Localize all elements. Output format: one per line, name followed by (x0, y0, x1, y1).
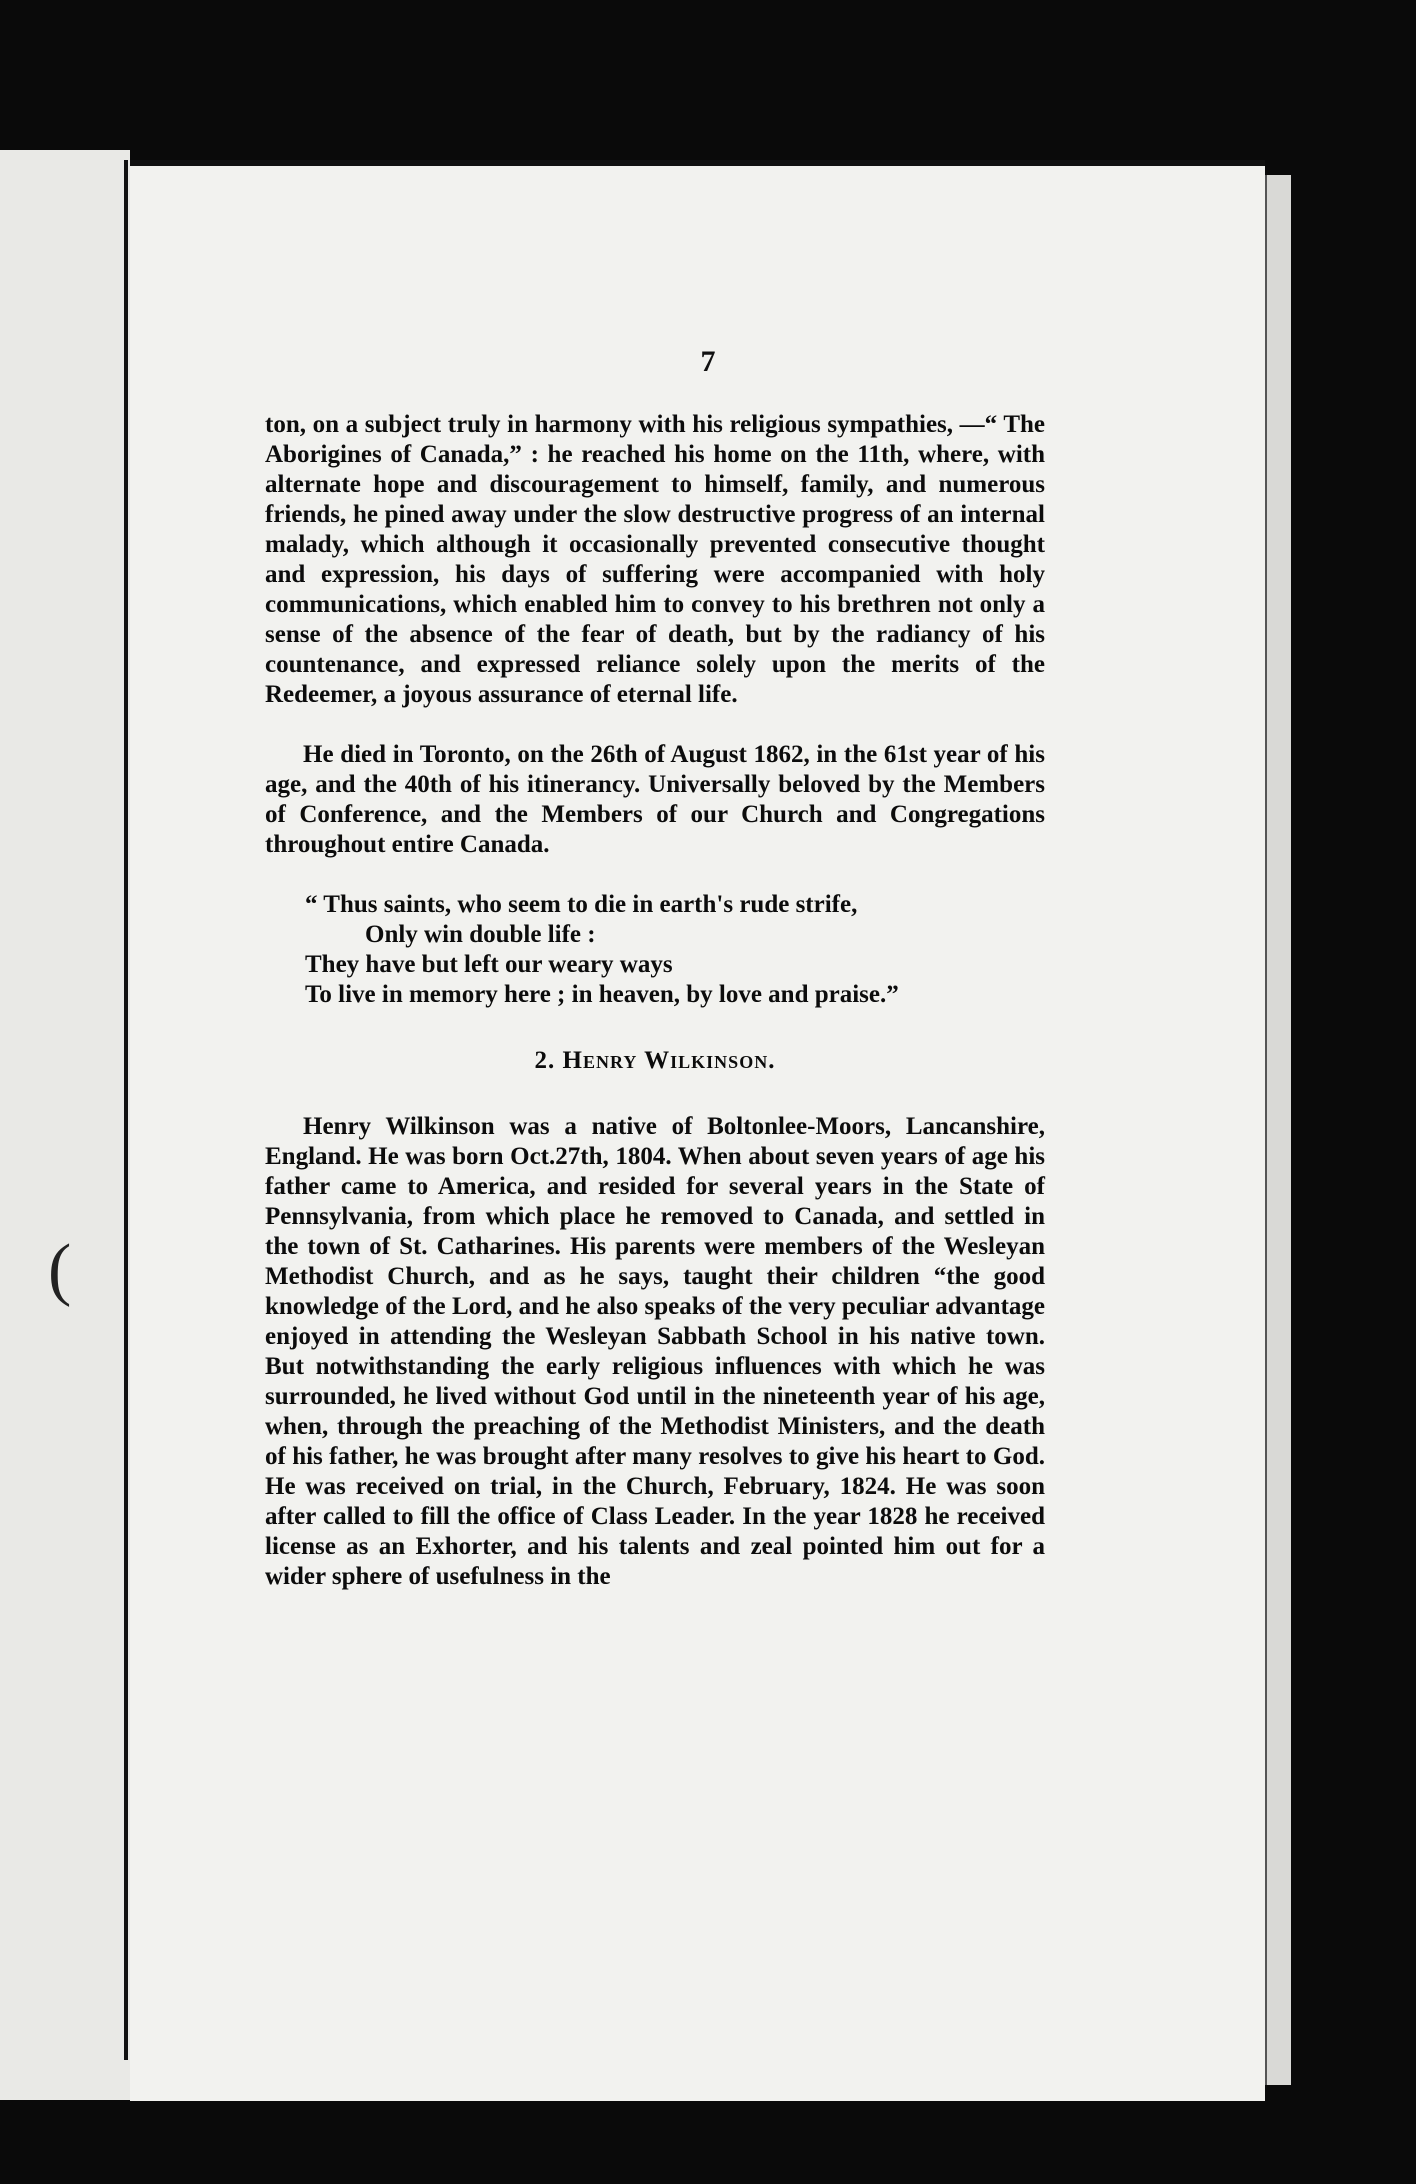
page-edge (1265, 175, 1291, 2085)
poem-quote (265, 890, 1045, 1010)
text-body (265, 410, 1045, 1592)
poem-line-3: They have but left our weary ways (305, 951, 673, 978)
paragraph-gap (265, 860, 1045, 890)
paragraph-1: ton, on a subject truly in harmony with his religious sympathies, —“ The Aborigines of Canada,” : he reached his home on the 11th, where, with alternate hope and discouragement to himself, family, and numerous friends, he pined away under the slow destructive progress of an internal malady, which although it occasionally prevented consecutive thought and expression, his days of suffering were accompanied with holy communications, which enabled him to convey to his brethren not only a sense of the absence of the fear of death, but by the radiancy of his countenance, and expressed reliance solely upon the merits of the Redeemer, a joyous assurance of eternal life. (265, 411, 1045, 708)
paragraph-gap (265, 710, 1045, 740)
poem-line-2: Only win double life : (365, 921, 596, 948)
poem-line-1: “ Thus saints, who seem to die in earth's rude strife, (305, 891, 858, 918)
paragraph-2: He died in Toronto, on the 26th of August 1862, in the 61st year of his age, and the 40th of his itinerancy. Universally beloved by the Members of Conference, and the Members of our Church and Congregations throughout entire Canada. (265, 741, 1045, 858)
facing-page (0, 150, 130, 2100)
paragraph-3: Henry Wilkinson was a native of Boltonlee-Moors, Lancanshire, England. He was born Oct.27th, 1804. When about seven years of age his father came to America, and resided for several years in the State of Pennsylvania, from which place he removed to Canada, and settled in the town of St. Catharines. His parents were members of the Wesleyan Methodist Church, and as he says, taught their children “the good knowledge of the Lord, and he also speaks of the very peculiar advantage enjoyed in attending the Wesleyan Sabbath School in his native town. But notwithstanding the early religious influences with which he was surrounded, he lived without God until in the nineteenth year of his age, when, through the preaching of the Methodist Ministers, and the death of his father, he was brought after many resolves to give his heart to God. He was received on trial, in the Church, February, 1824. He was soon after called to fill the office of Class Leader. In the year 1828 he received license as an Exhorter, and his talents and zeal pointed him out for a wider sphere of usefulness in the (265, 1113, 1045, 1590)
section-heading: 2. Henry Wilkinson. (534, 1047, 776, 1074)
margin-parenthesis-mark: ( (48, 1231, 72, 1308)
poem-line-4: To live in memory here ; in heaven, by love and praise.” (305, 981, 899, 1008)
page-number: 7 (700, 345, 716, 378)
binding-spine (124, 160, 128, 2060)
